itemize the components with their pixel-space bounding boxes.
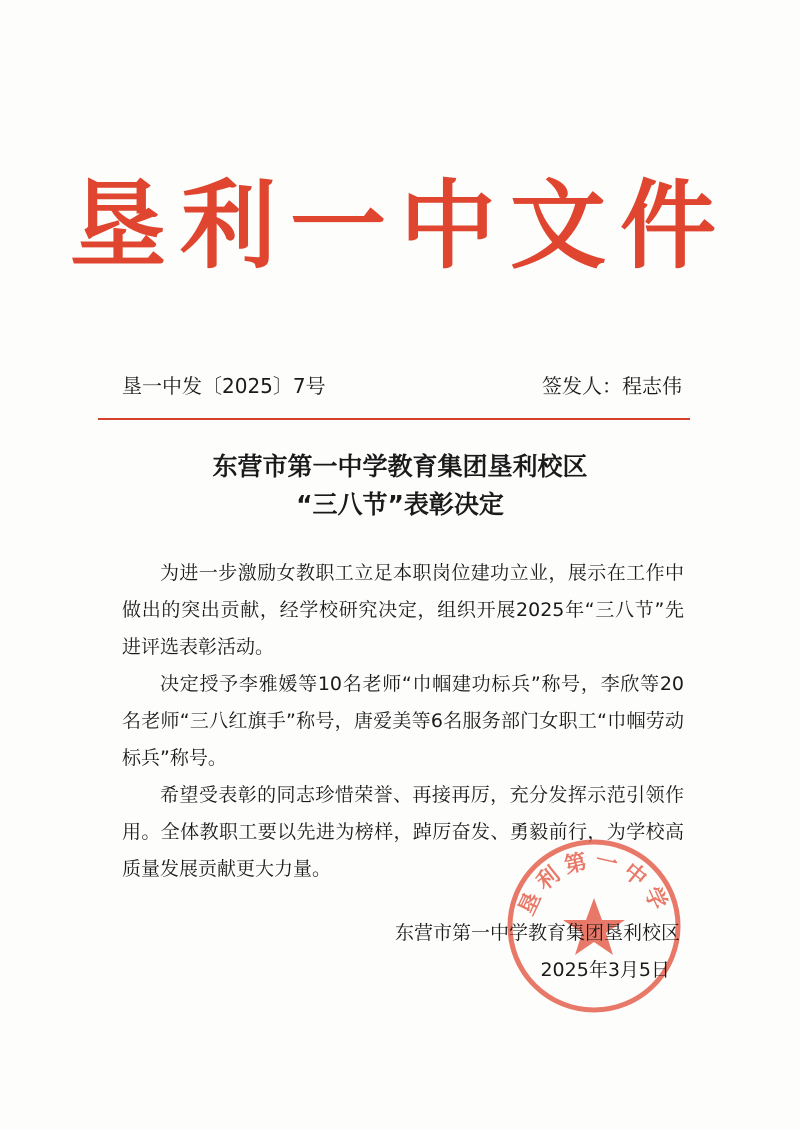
- document-signer: 签发人：程志伟: [542, 374, 682, 398]
- signature-date: 2025年3月5日: [540, 959, 670, 981]
- document-title-line1: 东营市第一中学教育集团垦利校区: [212, 452, 588, 481]
- body-paragraph-1: 为进一步激励女教职工立足本职岗位建功立业，展示在工作中做出的突出贡献，经学校研究决定，组织开展2025年“三八节”先进评选表彰活动。: [122, 562, 684, 658]
- body-paragraph-2: 决定授予李雅媛等10名老师“巾帼建功标兵”称号，李欣等20名老师“三八红旗手”称号，唐爱美等6名服务部门女职工“巾帼劳动标兵”称号。: [122, 673, 684, 769]
- signature-organization: 东营市第一中学教育集团垦利校区: [394, 922, 680, 944]
- document-title-line2: “三八节”表彰决定: [296, 490, 504, 519]
- document-number: 垦一中发〔2025〕7号: [122, 374, 326, 398]
- body-paragraph-3: 希望受表彰的同志珍惜荣誉、再接再厉，充分发挥示范引领作用。全体教职工要以先进为榜样，踔厉奋发、勇毅前行，为学校高质量发展贡献更大力量。: [122, 784, 684, 880]
- header-divider: [98, 418, 690, 420]
- seal-text: 垦利第一中学: [514, 848, 674, 920]
- document-header-title: 垦利一中文件: [70, 169, 730, 282]
